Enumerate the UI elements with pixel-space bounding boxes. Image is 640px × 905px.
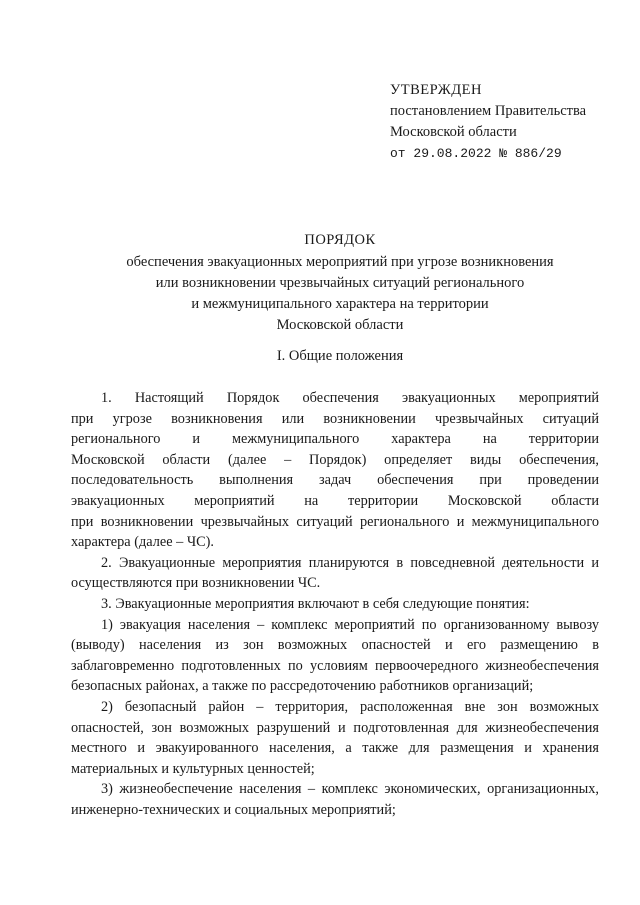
approval-line: постановлением Правительства xyxy=(390,103,587,119)
paragraph-line: 1. Настоящий Порядок обеспечения эвакуационных мероприятий xyxy=(101,390,599,406)
title-line: Московской области xyxy=(276,317,404,333)
paragraph-3: 3. Эвакуационные мероприятия включают в себя следующие понятия: xyxy=(101,595,530,612)
paragraph-1 xyxy=(71,388,599,553)
approval-line: Московской области xyxy=(390,124,517,140)
section-heading: I. Общие положения xyxy=(276,348,404,364)
title-heading: ПОРЯДОК xyxy=(304,232,376,248)
approval-heading: УТВЕРЖДЕН xyxy=(390,82,482,98)
paragraph-line: последовательность выполнения задач обеспечения при проведении xyxy=(71,472,599,489)
list-item: 1) эвакуация населения – комплекс мероприятий по организованному вывозу (выводу) населения из зон возможных опасностей и его размещению в заблаговременно подготовленных по условиям первоочередного жизнеобеспечения безопасных районах, а также по рассредоточению работников организаций; xyxy=(71,616,599,695)
paragraph-line: характера (далее – ЧС). xyxy=(71,534,215,551)
paragraph-2: 2. Эвакуационные мероприятия планируются в повседневной деятельности и осуществляются при возникновении ЧС. xyxy=(71,554,599,592)
title-line: обеспечения эвакуационных мероприятий при угрозе возникновения xyxy=(126,254,554,270)
approval-date: от 29.08.2022 № 886/29 xyxy=(390,146,562,161)
paragraph-line: эвакуационных мероприятий на территории Московской области xyxy=(71,492,599,509)
paragraph-line: регионального и межмуниципального характера на территории xyxy=(71,431,599,448)
list-item: 2) безопасный район – территория, расположенная вне зон возможных опасностей, зон возможных разрушений и подготовленная для жизнеобеспечения местного и эвакуированного населения, а также для размещения и хранения материальных и культурных ценностей; xyxy=(71,698,599,777)
paragraph-line: Московской области (далее – Порядок) определяет виды обеспечения, xyxy=(71,451,599,468)
list-item: 3) жизнеобеспечение населения – комплекс экономических, организационных, инженерно-технических и социальных мероприятий; xyxy=(71,781,599,818)
paragraph-line: при угрозе возникновения или возникновении чрезвычайных ситуаций xyxy=(71,410,599,427)
document-title xyxy=(60,230,620,336)
document-body xyxy=(71,388,599,820)
title-line: и межмуниципального характера на территории xyxy=(191,296,489,312)
paragraph-line: при возникновении чрезвычайных ситуаций регионального и межмуниципального xyxy=(71,513,599,530)
title-line: или возникновении чрезвычайных ситуаций регионального xyxy=(155,275,525,291)
approval-stamp xyxy=(390,80,586,164)
